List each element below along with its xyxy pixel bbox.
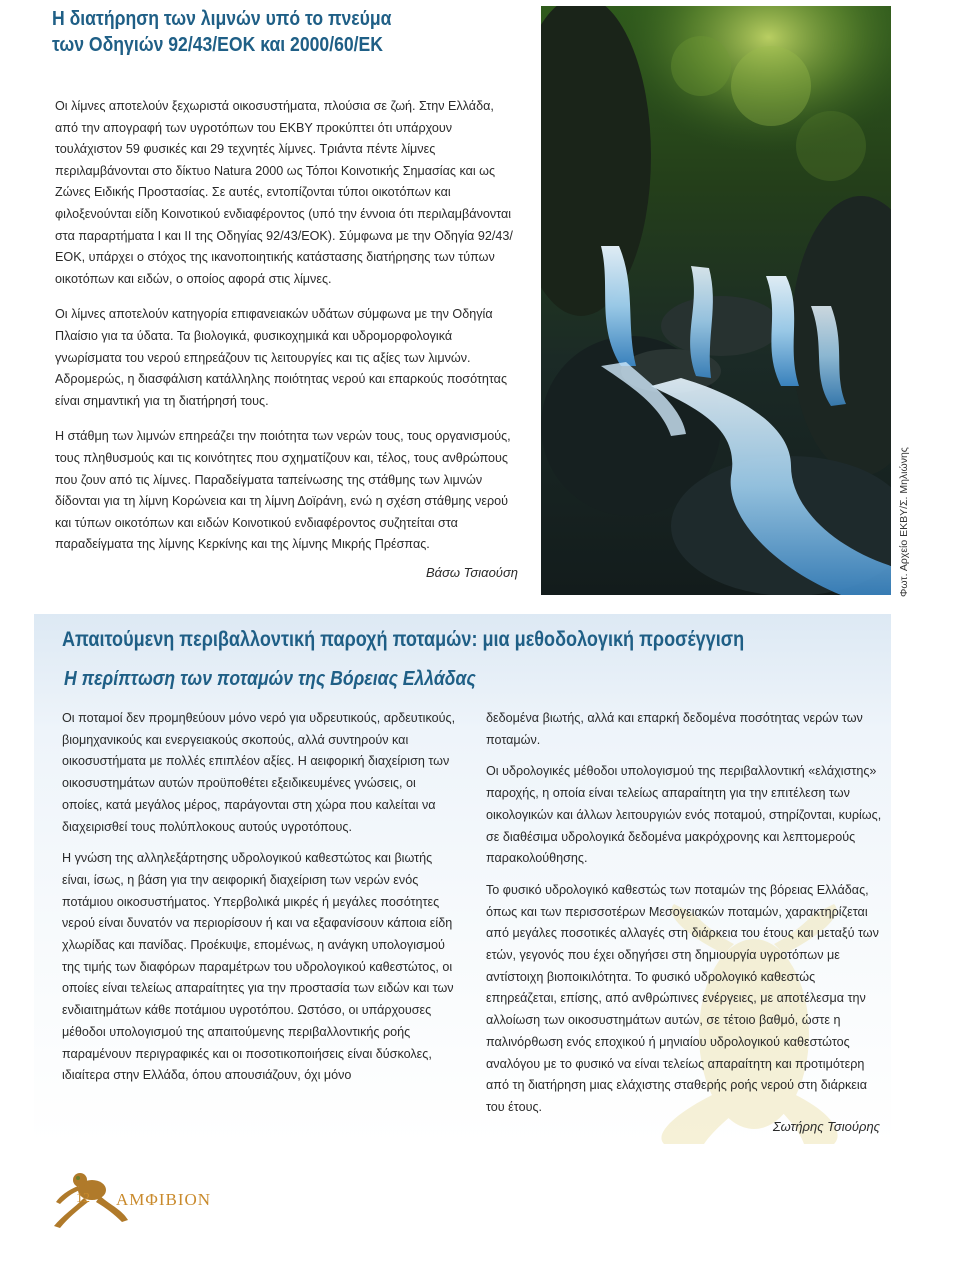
- photo-credit: Φωτ. Αρχείο ΕΚΒΥ/Σ. Μηλιώνης: [898, 447, 910, 597]
- page-number: 12: [76, 1191, 90, 1206]
- article2-paragraph: Οι ποταμοί δεν προμηθεύουν μόνο νερό για υδρευτικούς, αρδευτικούς, βιομηχανικούς και ενεργειακούς σκοπούς, αλλά συντηρούν και οικοσυστήματα με πολλές επιπλέον αξίες. Η αειφορική διαχείριση των οικοσυστημάτων αυτών προϋποθέτει εξειδικευμένες γνώσεις, οι οποίες, κατά μεγάλος μέρος, παράγονται στη χώρα που καλείται να διαχειρισθεί τους πολύπλοκους αυτούς υγροτόπους.: [62, 711, 456, 834]
- article2-right-column: [486, 708, 886, 1129]
- article1-title-line1: Η διατήρηση των λιμνών υπό το πνεύμα: [52, 8, 392, 30]
- waterfall-illustration: [541, 6, 891, 595]
- article1-paragraph: Οι λίμνες αποτελούν κατηγορία επιφανειακών υδάτων σύμφωνα με την Οδηγία Πλαίσιο για τα ύδατα. Τα βιολογικά, φυσικοχημικά και υδρομορφολογικά γνωρίσματα του νερού επηρεάζουν τις λειτουργίες και τις αξίες των λιμνών. Αδρομερώς, η διασφάλιση κατάλληλης ποιότητας νερού και επαρκούς ποσότητας είναι σημαντική για τη διατήρησή τους.: [55, 307, 508, 408]
- article2-paragraph: δεδομένα βιωτής, αλλά και επαρκή δεδομένα ποσότητας νερών των ποταμών.: [486, 711, 863, 747]
- magazine-name: ΑΜΦΙΒΙΟΝ: [116, 1190, 212, 1209]
- article1-body: [55, 96, 517, 570]
- article1-paragraph: Η στάθμη των λιμνών επηρεάζει την ποιότητα των νερών τους, τους οργανισμούς, τους πληθυσμούς και τις κοινότητες που σχηματίζουν και, τέλος, τους ανθρώπους που ζουν από τις λίμνες. Παραδείγματα ταπείνωσης της στάθμης των λιμνών δίδονται για τη λίμνη Κορώνεια και τη λίμνη Δοϊράνη, ενώ η σχέση στάθμης νερού και τύπων οικοτόπων και ειδών Κοινοτικού ενδιαφέροντος συζητείται στα παραδείγματα της λίμνης Κερκίνης και της λίμνης Μικρής Πρέσπας.: [55, 429, 511, 552]
- article2-paragraph: Το φυσικό υδρολογικό καθεστώς των ποταμών της βόρειας Ελλάδας, όπως και των περισσοτέρων Μεσογειακών ποταμών, χαρακτηρίζεται από μεγάλες ποσοτικές αλλαγές στη διάρκεια του έτους και μεταξύ των ετών, γεγονός που έχει οδηγήσει στη δημιουργία υγροτόπων με αντίστοιχη βιοποικιλότητα. Το φυσικό υδρολογικό καθεστώς επηρεάζεται, επίσης, από ανθρώπινες ενέργειες, με αποτέλεσμα την αλλοίωση των οικοσυστημάτων αυτών, σε τέτοιο βαθμό, ώστε η παλινόρθωση ενός εποχικού ή μηνιαίου υδρολογικού καθεστώτος αναλόγου με το φυσικό να είναι τελείως απαραίτητη και προτιμότερη από τη διατήρηση μιας ελάχιστης σταθερής ροής νερού στη διάρκεια του έτους.: [486, 882, 879, 1114]
- article2-author: Σωτήρης Τσιούρης: [772, 1119, 880, 1134]
- waterfall-photo: [541, 6, 891, 595]
- article2-left-column: [62, 708, 458, 1097]
- article1-title-line2: των Οδηγιών 92/43/ΕΟΚ και 2000/60/ΕΚ: [52, 34, 384, 56]
- article2-paragraph: Οι υδρολογικές μέθοδοι υπολογισμού της περιβαλλοντική «ελάχιστης» παροχής, η οποία είναι τελείως απαραίτητη για την επιτέλεση των οικολογικών και άλλων λειτουργιών ενός ποταμού, στηρίζονται, κυρίως, σε διαθέσιμα υδρολογικά δεδομένα μακρόχρονης και λεπτομερούς παρακολούθησης.: [486, 764, 882, 866]
- article1-paragraph: Οι λίμνες αποτελούν ξεχωριστά οικοσυστήματα, πλούσια σε ζωή. Στην Ελλάδα, από την απογραφή των υγροτόπων του ΕΚΒΥ προκύπτει ότι υπάρχουν τουλάχιστον 59 φυσικές και 29 τεχνητές λίμνες. Τριάντα πέντε λίμνες περιλαμβάνονται στο δίκτυο Natura 2000 ως Τόποι Κοινοτικής Σημασίας και ως Ζώνες Ειδικής Προστασίας. Σε αυτές, εντοπίζονται τύποι οικοτόπων και φιλοξενούνται είδη Κοινοτικού ενδιαφέροντος (υπό την έννοια ότι περιλαμβάνονται στα παραρτήματα Ι και ΙΙ της Οδηγίας 92/43/ΕΟΚ). Σύμφωνα με την Οδηγία 92/43/ΕΟΚ, υπάρχει ο στόχος της ικανοποιητικής κατάστασης διατήρησης των τύπων οικοτόπων και ειδών, ο οποίος αφορά στις λίμνες.: [55, 99, 513, 286]
- article2-paragraph: Η γνώση της αλληλεξάρτησης υδρολογικού καθεστώτος και βιωτής είναι, ίσως, η βάση για την αειφορική διαχείριση των νερών ενός ποτάμιου οικοσυστήματος. Υπερβολικά μικρές ή μεγάλες ποσότητες νερού είναι δυνατόν να περιορίσουν ή και να εξαφανίσουν κάποια είδη χλωρίδας και πανίδας. Προέκυψε, επομένως, η ανάγκη υπολογισμού της τιμής των διαφόρων παραμέτρων του υδρολογικού καθεστώτος, οι οποίες είναι τελείως απαραίτητες για την προστασία των ειδών και των ενδιαιτημάτων κάθε ποτάμιου υγροτόπου. Ωστόσο, οι υπάρχουσες μέθοδοι υπολογισμού της απαιτούμενης περιβαλλοντικής ροής παραμένουν περιγραφικές και οι ποσοτικοποιήσεις είναι δύσκολες, ιδιαίτερα στην Ελλάδα, όπου απουσιάζουν, όχι μόνο: [62, 851, 454, 1083]
- article2-title: Απαιτούμενη περιβαλλοντική παροχή ποταμών: μια μεθοδολογική προσέγγιση: [62, 628, 745, 651]
- article1-author: Βάσω Τσιαούση: [426, 565, 518, 580]
- article2-subtitle: Η περίπτωση των ποταμών της Βόρειας Ελλάδας: [64, 668, 476, 690]
- article1-title: [52, 6, 466, 58]
